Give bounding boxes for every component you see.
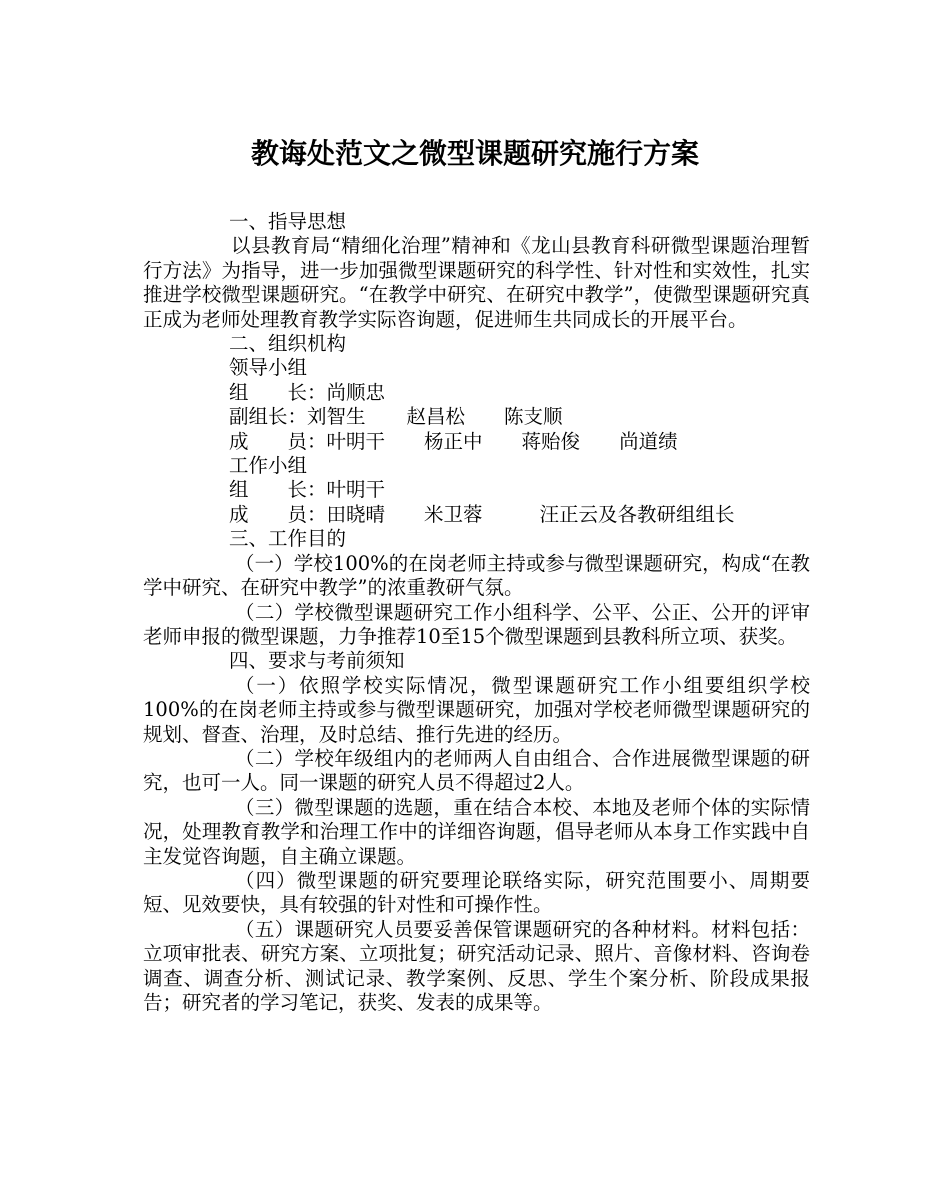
section-heading: 二、组织机构: [229, 332, 347, 356]
paragraph: （一）依照学校实际情况，微型课题研究工作小组要组织学校100%的在岗老师主持或参与微型课题研究，加强对学校老师微型课题研究的规划、督查、治理，及时总结、推行先进的经历。: [143, 673, 810, 746]
members-row: [143, 503, 810, 527]
person-name: 刘智生: [307, 405, 366, 429]
leader-row: [143, 478, 810, 502]
paragraph: （一）学校100%的在岗老师主持或参与微型课题研究，构成“在教学中研究、在研究中教学”的浓重教研气氛。: [143, 551, 810, 600]
paragraph: （五）课题研究人员要妥善保管课题研究的各种材料。材料包括：立项审批表、研究方案、立项批复；研究活动记录、照片、音像材料、咨询卷调查、调查分析、测试记录、教学案例、反思、学生个案分析、阶段成果报告；研究者的学习笔记，获奖、发表的成果等。: [143, 917, 810, 1014]
person-name: 蒋贻俊: [521, 429, 581, 453]
role-label: 副组长：: [229, 405, 308, 429]
paragraph: （三）微型课题的选题，重在结合本校、本地及老师个体的实际情况，处理教育教学和治理工作中的详细咨询题，倡导老师从本身工作实践中自主发觉咨询题，自主确立课题。: [143, 795, 810, 868]
person-name: 田晓晴: [326, 502, 386, 526]
deputy-row: [143, 405, 810, 429]
role-label: 组 长：: [229, 380, 327, 404]
group-label: 领导小组: [229, 356, 308, 380]
role-label: 成 员：: [229, 502, 327, 526]
person-name: 叶明干: [326, 429, 386, 453]
person-name: 陈支顺: [504, 405, 563, 429]
paragraph: （四）微型课题的研究要理论联络实际，研究范围要小、周期要短、见效要快，具有较强的针对性和可操作性。: [143, 868, 810, 917]
person-name: 尚道绩: [619, 429, 678, 453]
person-name: 米卫蓉: [424, 502, 483, 526]
person-name: 赵昌松: [406, 405, 466, 429]
group-label: 工作小组: [229, 454, 308, 478]
section-heading: 四、要求与考前须知: [229, 649, 405, 673]
section-heading: 一、指导思想: [229, 210, 347, 233]
paragraph: （二）学校微型课题研究工作小组科学、公平、公正、公开的评审老师申报的微型课题，力争推荐10至15个微型课题到县教科所立项、获奖。: [143, 600, 810, 648]
paragraph: （二）学校年级组内的老师两人自由组合、合作进展微型课题的研究，也可一人。同一课题的研究人员不得超过2人。: [143, 746, 810, 795]
document-title: 教诲处范文之微型课题研究施行方案: [250, 137, 699, 170]
leader-row: [143, 381, 810, 405]
person-name: 叶明干: [326, 478, 386, 502]
members-row: [143, 430, 810, 454]
person-name: 杨正中: [424, 429, 483, 453]
document-body: [143, 210, 810, 1015]
role-label: 组 长：: [229, 478, 327, 502]
person-name: 汪正云及各教研组组长: [539, 502, 735, 526]
paragraph: 以县教育局“精细化治理”精神和《龙山县教育科研微型课题治理暂行方法》为指导，进一步加强微型课题研究的科学性、针对性和实效性，扎实推进学校微型课题研究。“在教学中研究、在研究中教学”，使微型课题研究真正成为老师处理教育教学实际咨询题，促进师生共同成长的开展平台。: [143, 234, 810, 331]
person-name: 尚顺忠: [326, 380, 386, 404]
section-heading: 三、工作目的: [229, 527, 347, 551]
role-label: 成 员：: [229, 429, 327, 453]
